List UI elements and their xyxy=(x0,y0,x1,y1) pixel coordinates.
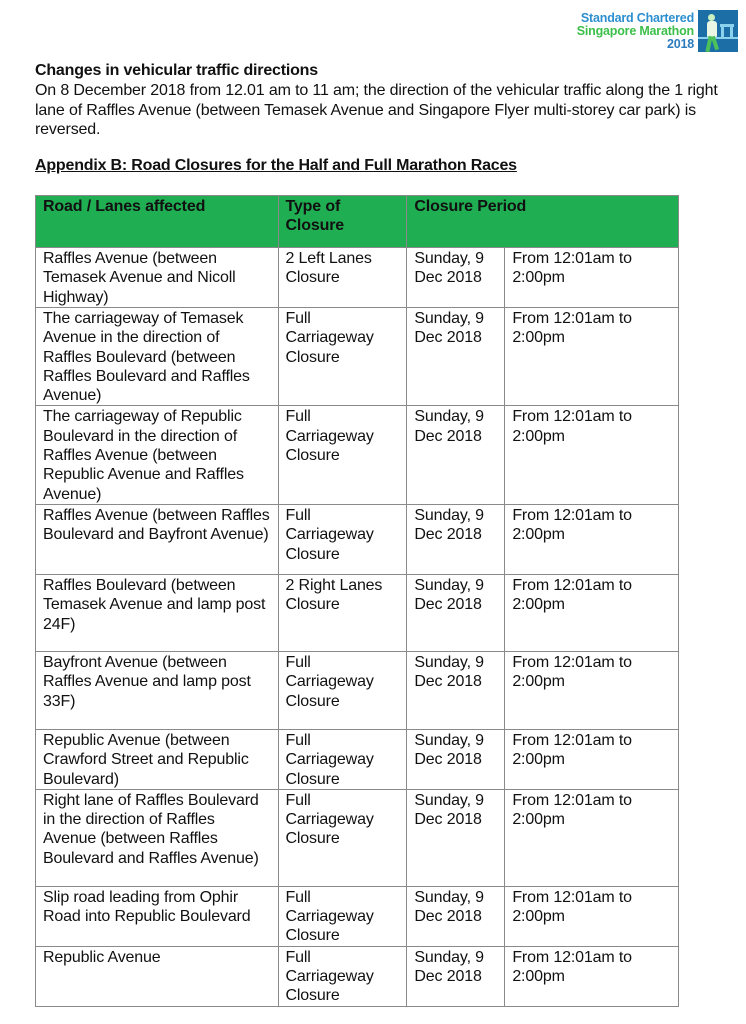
table-row xyxy=(36,651,679,729)
header-road-lanes: Road / Lanes affected xyxy=(36,196,279,248)
cell-date: Sunday, 9 Dec 2018 xyxy=(407,574,505,651)
cell-date: Sunday, 9 Dec 2018 xyxy=(407,886,505,946)
cell-time: From 12:01am to 2:00pm xyxy=(505,729,679,789)
table-row xyxy=(36,248,679,308)
cell-road: Raffles Avenue (between Raffles Boulevard and Bayfront Avenue) xyxy=(36,504,279,574)
cell-time: From 12:01am to 2:00pm xyxy=(505,789,679,886)
table-row xyxy=(36,504,679,574)
cell-time: From 12:01am to 2:00pm xyxy=(505,886,679,946)
table-row xyxy=(36,308,679,406)
cell-time: From 12:01am to 2:00pm xyxy=(505,946,679,1006)
cell-date: Sunday, 9 Dec 2018 xyxy=(407,729,505,789)
logo-event-name: Singapore Marathon xyxy=(576,23,694,38)
cell-time: From 12:01am to 2:00pm xyxy=(505,574,679,651)
cell-road: Right lane of Raffles Boulevard in the direction of Raffles Avenue (between Raffles Boulevard and Raffles Avenue) xyxy=(36,789,279,886)
cell-time: From 12:01am to 2:00pm xyxy=(505,308,679,406)
logo-year: 2018 xyxy=(666,36,694,51)
cell-time: From 12:01am to 2:00pm xyxy=(505,651,679,729)
logo-text xyxy=(577,12,694,51)
cell-type: Full Carriageway Closure xyxy=(278,308,407,406)
table-header-row xyxy=(36,196,679,248)
cell-type: 2 Right Lanes Closure xyxy=(278,574,407,651)
table-row xyxy=(36,886,679,946)
table-row xyxy=(36,946,679,1006)
cell-type: Full Carriageway Closure xyxy=(278,886,407,946)
cell-type: Full Carriageway Closure xyxy=(278,651,407,729)
cell-type: Full Carriageway Closure xyxy=(278,789,407,886)
cell-time: From 12:01am to 2:00pm xyxy=(505,406,679,504)
table-row xyxy=(36,574,679,651)
cell-road: Raffles Avenue (between Temasek Avenue and Nicoll Highway) xyxy=(36,248,279,308)
cell-date: Sunday, 9 Dec 2018 xyxy=(407,946,505,1006)
event-logo xyxy=(577,9,738,53)
cell-type: 2 Left Lanes Closure xyxy=(278,248,407,308)
cell-road: Bayfront Avenue (between Raffles Avenue and lamp post 33F) xyxy=(36,651,279,729)
cell-date: Sunday, 9 Dec 2018 xyxy=(407,406,505,504)
cell-time: From 12:01am to 2:00pm xyxy=(505,504,679,574)
appendix-heading: Appendix B: Road Closures for the Half and Full Marathon Races xyxy=(35,157,517,174)
cell-date: Sunday, 9 Dec 2018 xyxy=(407,789,505,886)
cell-date: Sunday, 9 Dec 2018 xyxy=(407,651,505,729)
traffic-section-paragraph: On 8 December 2018 from 12.01 am to 11 am; the direction of the vehicular traffic along the 1 right lane of Raffles Avenue (between Temasek Avenue and Singapore Flyer multi-storey car park) is reversed. xyxy=(35,82,718,138)
table-row xyxy=(36,729,679,789)
road-closures-table xyxy=(35,195,679,1007)
cell-time: From 12:01am to 2:00pm xyxy=(505,248,679,308)
cell-road: Republic Avenue xyxy=(36,946,279,1006)
cell-date: Sunday, 9 Dec 2018 xyxy=(407,308,505,406)
cell-road: Slip road leading from Ophir Road into Republic Boulevard xyxy=(36,886,279,946)
cell-date: Sunday, 9 Dec 2018 xyxy=(407,504,505,574)
header-closure-type: Type of Closure xyxy=(278,196,407,248)
traffic-section-heading: Changes in vehicular traffic directions xyxy=(35,62,318,79)
cell-road: Republic Avenue (between Crawford Street and Republic Boulevard) xyxy=(36,729,279,789)
table-row xyxy=(36,406,679,504)
table-row xyxy=(36,789,679,886)
cell-type: Full Carriageway Closure xyxy=(278,406,407,504)
cell-type: Full Carriageway Closure xyxy=(278,504,407,574)
cell-road: The carriageway of Temasek Avenue in the direction of Raffles Boulevard (between Raffles Boulevard and Raffles Avenue) xyxy=(36,308,279,406)
cell-road: The carriageway of Republic Boulevard in the direction of Raffles Avenue (between Republic Avenue and Raffles Avenue) xyxy=(36,406,279,504)
cell-road: Raffles Boulevard (between Temasek Avenue and lamp post 24F) xyxy=(36,574,279,651)
logo-sponsor-name: Standard Chartered xyxy=(580,10,694,25)
header-closure-period: Closure Period xyxy=(407,196,679,248)
runner-logo-icon xyxy=(698,10,738,52)
cell-type: Full Carriageway Closure xyxy=(278,729,407,789)
cell-type: Full Carriageway Closure xyxy=(278,946,407,1006)
cell-date: Sunday, 9 Dec 2018 xyxy=(407,248,505,308)
